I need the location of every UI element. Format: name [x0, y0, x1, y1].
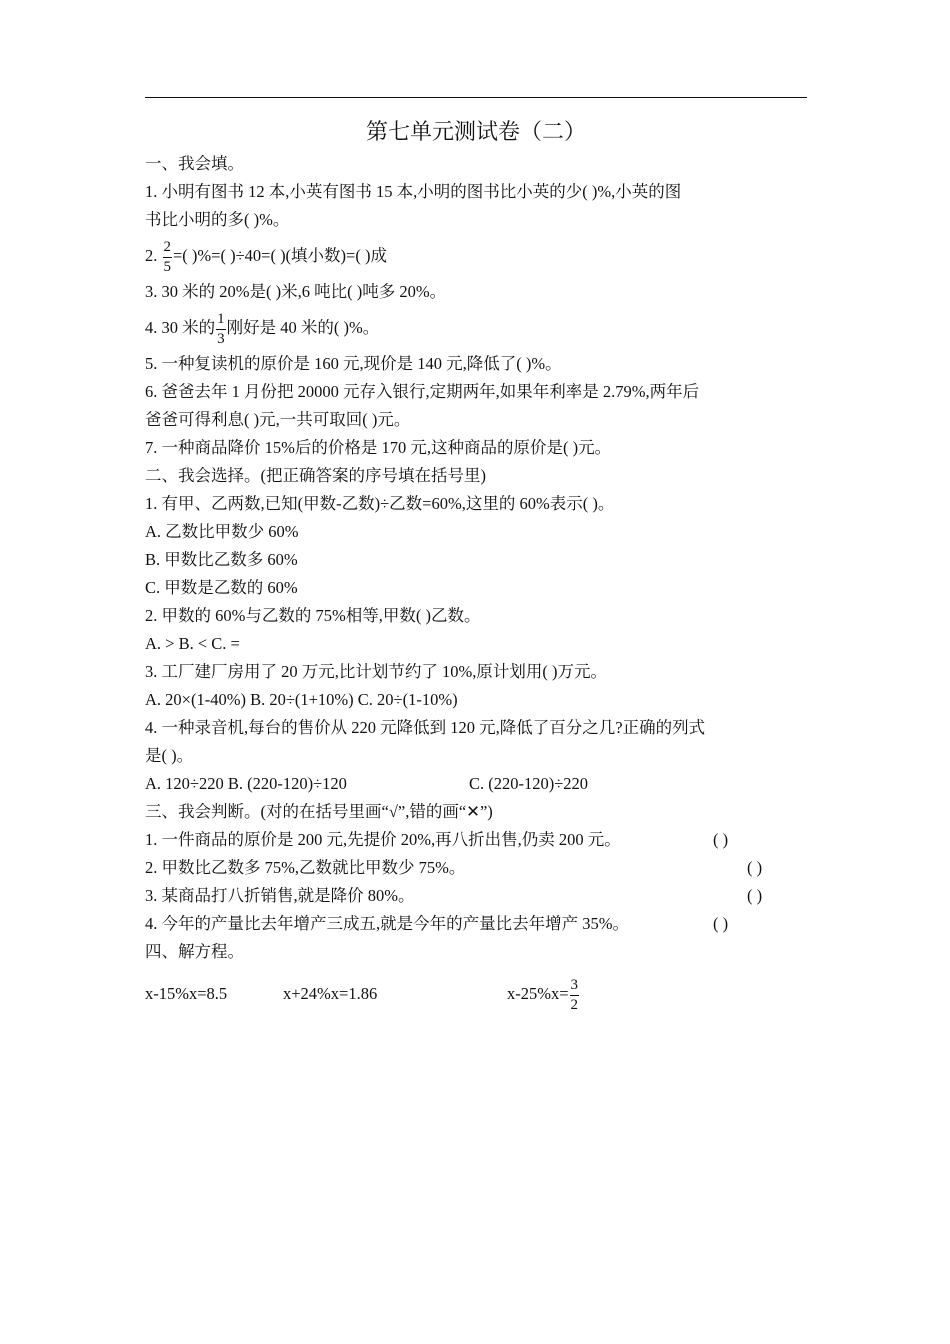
fraction-numerator: 1	[216, 312, 226, 330]
choice-q4-option-c: C. (220-120)÷220	[469, 774, 589, 793]
section-fill-heading: 一、我会填。	[145, 154, 244, 173]
equation-3	[507, 972, 580, 1016]
header-rule	[145, 97, 807, 98]
judge-q2-text: 2. 甲数比乙数多 75%,乙数就比甲数少 75%。	[145, 858, 466, 877]
fraction-denominator: 3	[217, 330, 225, 347]
choice-q3-options: A. 20×(1-40%) B. 20÷(1+10%) C. 20÷(1-10%)	[145, 690, 458, 709]
choice-q1-option-a: A. 乙数比甲数少 60%	[145, 522, 299, 541]
judge-q3-text: 3. 某商品打八折销售,就是降价 80%。	[145, 886, 415, 905]
fill-q2-text: =( )%=( )÷40=( )(填小数)=( )成	[173, 246, 387, 265]
judge-q4-text: 4. 今年的产量比去年增产三成五,就是今年的产量比去年增产 35%。	[145, 914, 629, 933]
fraction-denominator: 2	[570, 996, 579, 1013]
fraction-denominator: 5	[163, 258, 171, 275]
choice-q4-line2: 是( )。	[145, 746, 194, 765]
fill-q2-number: 2.	[145, 246, 162, 265]
fill-q4-text-pre: 4. 30 米的	[145, 318, 216, 337]
fill-q1-line2: 书比小明的多( )%。	[145, 210, 290, 229]
judge-q3	[145, 882, 807, 910]
fill-q2	[145, 234, 807, 278]
fraction-numerator: 3	[570, 978, 580, 996]
choice-q2-options: A. > B. < C. =	[145, 634, 240, 653]
judge-q1	[145, 826, 807, 854]
judge-q2	[145, 854, 807, 882]
judge-q1-paren: ( )	[713, 830, 729, 849]
equation-3-text: x-25%x=	[507, 984, 569, 1003]
judge-q1-text: 1. 一件商品的原价是 200 元,先提价 20%,再八折出售,仍卖 200 元。	[145, 830, 621, 849]
judge-q2-paren: ( )	[747, 858, 763, 877]
fill-q1-line1: 1. 小明有图书 12 本,小英有图书 15 本,小明的图书比小英的少( )%,小英的图	[145, 182, 682, 201]
choice-q3: 3. 工厂建厂房用了 20 万元,比计划节约了 10%,原计划用( )万元。	[145, 662, 607, 681]
choice-q4-options-ab: A. 120÷220 B. (220-120)÷120	[145, 774, 347, 793]
section-equations-heading: 四、解方程。	[145, 942, 244, 961]
section-choice-heading: 二、我会选择。(把正确答案的序号填在括号里)	[145, 466, 486, 485]
fill-q6-line2: 爸爸可得利息( )元,一共可取回( )元。	[145, 410, 411, 429]
fraction-one-third	[216, 312, 226, 347]
fill-q3: 3. 30 米的 20%是( )米,6 吨比( )吨多 20%。	[145, 282, 447, 301]
fill-q6-line1: 6. 爸爸去年 1 月份把 20000 元存入银行,定期两年,如果年利率是 2.79%,两年后	[145, 382, 700, 401]
judge-q3-paren: ( )	[747, 886, 763, 905]
judge-q4	[145, 910, 807, 938]
fraction-three-halves	[570, 978, 580, 1013]
worksheet-body	[145, 150, 807, 1016]
judge-q4-paren: ( )	[713, 914, 729, 933]
choice-q1-option-c: C. 甲数是乙数的 60%	[145, 578, 298, 597]
fraction-numerator: 2	[163, 240, 173, 258]
fill-q5: 5. 一种复读机的原价是 160 元,现价是 140 元,降低了( )%。	[145, 354, 562, 373]
page-title: 第七单元测试卷（二）	[365, 119, 586, 144]
section-judge-heading: 三、我会判断。(对的在括号里画“√”,错的画“✕”)	[145, 802, 493, 821]
fill-q7: 7. 一种商品降价 15%后的价格是 170 元,这种商品的原价是( )元。	[145, 438, 612, 457]
choice-q4-line1: 4. 一种录音机,每台的售价从 220 元降低到 120 元,降低了百分之几?正确的列式	[145, 718, 706, 737]
fill-q4-text-post: 刚好是 40 米的( )%。	[226, 318, 380, 337]
choice-q4-options	[145, 770, 807, 798]
choice-q1-option-b: B. 甲数比乙数多 60%	[145, 550, 298, 569]
equations-row	[145, 972, 807, 1016]
fraction-two-fifths	[163, 240, 173, 275]
choice-q1: 1. 有甲、乙两数,已知(甲数-乙数)÷乙数=60%,这里的 60%表示( )。	[145, 494, 615, 513]
fill-q4	[145, 306, 807, 350]
equation-2: x+24%x=1.86	[283, 984, 378, 1003]
choice-q2: 2. 甲数的 60%与乙数的 75%相等,甲数( )乙数。	[145, 606, 481, 625]
equation-1: x-15%x=8.5	[145, 984, 228, 1003]
